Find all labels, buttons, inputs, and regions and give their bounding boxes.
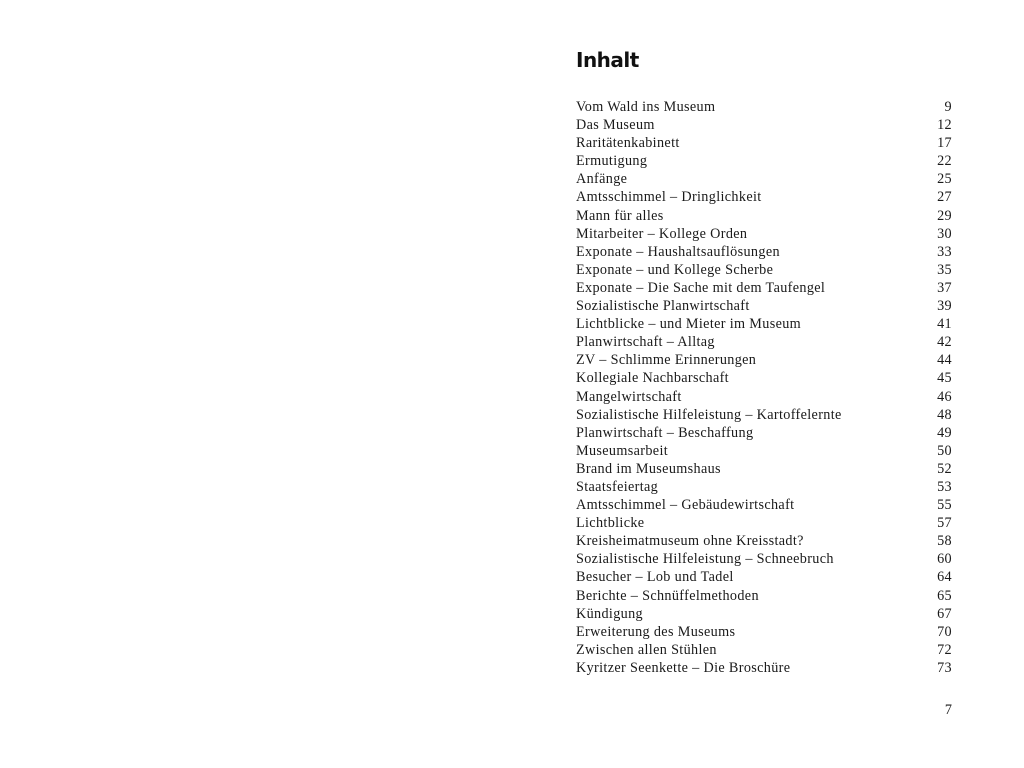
- toc-entry: [576, 152, 952, 170]
- toc-entry: [576, 641, 952, 659]
- toc-entry-title: Berichte – Schnüffelmethoden: [576, 587, 759, 604]
- toc-entry-page-number: 52: [937, 460, 952, 477]
- toc-entry: [576, 388, 952, 406]
- toc-entry-page-number: 22: [937, 153, 952, 170]
- toc-entry: [576, 406, 952, 424]
- toc-entry-title: Museumsarbeit: [576, 442, 669, 459]
- toc-entry-page-number: 48: [937, 406, 952, 423]
- toc-entry: [576, 550, 952, 568]
- toc-entry: [576, 514, 952, 532]
- toc-entry-title: Erweiterung des Museums: [576, 623, 736, 640]
- toc-entry-title: Brand im Museumshaus: [576, 460, 721, 477]
- toc-entry: [576, 460, 952, 478]
- toc-entry-page-number: 64: [937, 569, 952, 586]
- toc-entry: [576, 532, 952, 550]
- toc-entry-page-number: 70: [937, 623, 952, 640]
- toc-entry-page-number: 33: [937, 243, 952, 260]
- toc-entry: [576, 134, 952, 152]
- toc-entry-title: Kündigung: [576, 605, 643, 622]
- toc-entry-title: Amtsschimmel – Gebäudewirtschaft: [576, 497, 795, 514]
- toc-entry: [576, 315, 952, 333]
- toc-entry-page-number: 30: [937, 225, 952, 242]
- toc-entry: [576, 243, 952, 261]
- toc-entry-page-number: 12: [937, 117, 952, 134]
- toc-entry-title: Ermutigung: [576, 153, 648, 170]
- toc-entry-title: Kreisheimatmuseum ohne Kreisstadt?: [576, 533, 804, 550]
- toc-title: Inhalt: [576, 48, 639, 72]
- toc-entry: [576, 424, 952, 442]
- toc-entry-page-number: 53: [937, 478, 952, 495]
- toc-entry-title: Kollegiale Nachbarschaft: [576, 370, 729, 387]
- toc-entry: [576, 333, 952, 351]
- toc-entry: [576, 605, 952, 623]
- toc-entry: [576, 478, 952, 496]
- toc-entry-title: Lichtblicke: [576, 515, 645, 532]
- toc-entry-page-number: 60: [937, 551, 952, 568]
- toc-entry-title: Das Museum: [576, 117, 655, 134]
- toc-entry-page-number: 58: [937, 533, 952, 550]
- toc-entry: [576, 98, 952, 116]
- toc-entry: [576, 225, 952, 243]
- page-number: 7: [944, 702, 952, 718]
- toc-entry: [576, 351, 952, 369]
- toc-entry-page-number: 42: [937, 334, 952, 351]
- toc-entry-page-number: 57: [937, 515, 952, 532]
- toc-entry-page-number: 46: [937, 388, 952, 405]
- toc-entry: [576, 297, 952, 315]
- toc-entry-page-number: 39: [937, 298, 952, 315]
- toc-entry-page-number: 41: [937, 316, 952, 333]
- toc-entry-title: Mann für alles: [576, 207, 664, 224]
- toc-entry: [576, 170, 952, 188]
- toc-entry-title: Exponate – Die Sache mit dem Taufengel: [576, 279, 826, 296]
- toc-entry: [576, 116, 952, 134]
- toc-entry-title: Sozialistische Hilfeleistung – Schneebruch: [576, 551, 834, 568]
- toc-list: [576, 98, 952, 677]
- toc-entry-title: Planwirtschaft – Beschaffung: [576, 424, 754, 441]
- toc-entry-title: Vom Wald ins Museum: [576, 99, 716, 115]
- toc-entry: [576, 623, 952, 641]
- toc-entry-page-number: 9: [944, 99, 952, 115]
- toc-entry-title: Kyritzer Seenkette – Die Broschüre: [576, 659, 791, 676]
- toc-entry: [576, 496, 952, 514]
- toc-entry-title: Sozialistische Planwirtschaft: [576, 298, 750, 315]
- toc-entry-title: Lichtblicke – und Mieter im Museum: [576, 316, 802, 333]
- toc-entry-page-number: 67: [937, 605, 952, 622]
- toc-entry-title: Planwirtschaft – Alltag: [576, 334, 715, 351]
- toc-entry-title: Anfänge: [576, 171, 628, 188]
- toc-entry-title: Zwischen allen Stühlen: [576, 641, 717, 658]
- toc-entry-title: Staatsfeiertag: [576, 478, 659, 495]
- toc-entry-title: Mangelwirtschaft: [576, 388, 682, 405]
- toc-entry-page-number: 44: [937, 352, 952, 369]
- toc-entry-page-number: 35: [937, 261, 952, 278]
- toc-entry: [576, 369, 952, 387]
- toc-entry-page-number: 27: [937, 189, 952, 206]
- toc-entry-page-number: 25: [937, 171, 952, 188]
- toc-entry: [576, 587, 952, 605]
- toc-entry: [576, 207, 952, 225]
- toc-entry-page-number: 55: [937, 497, 952, 514]
- toc-entry-page-number: 50: [937, 442, 952, 459]
- toc-entry-title: Mitarbeiter – Kollege Orden: [576, 225, 748, 242]
- toc-entry: [576, 442, 952, 460]
- toc-entry: [576, 568, 952, 586]
- right-page: [512, 0, 1024, 768]
- toc-entry-page-number: 17: [937, 135, 952, 152]
- toc-entry-page-number: 29: [937, 207, 952, 224]
- toc-entry: [576, 659, 952, 677]
- toc-entry-page-number: 49: [937, 424, 952, 441]
- toc-entry-page-number: 37: [937, 279, 952, 296]
- toc-entry-page-number: 45: [937, 370, 952, 387]
- toc-entry-title: Exponate – und Kollege Scherbe: [576, 261, 774, 278]
- toc-entry-title: ZV – Schlimme Erinnerungen: [576, 352, 757, 369]
- toc-entry-page-number: 65: [937, 587, 952, 604]
- toc-entry-title: Sozialistische Hilfeleistung – Kartoffelernte: [576, 406, 842, 423]
- toc-entry-title: Amtsschimmel – Dringlichkeit: [576, 189, 762, 206]
- toc-entry-title: Besucher – Lob und Tadel: [576, 569, 734, 586]
- toc-entry: [576, 261, 952, 279]
- toc-entry-page-number: 73: [937, 659, 952, 676]
- toc-entry-title: Exponate – Haushaltsauflösungen: [576, 243, 780, 260]
- toc-entry-page-number: 72: [937, 641, 952, 658]
- toc-entry: [576, 279, 952, 297]
- toc-entry-title: Raritätenkabinett: [576, 135, 680, 152]
- toc-entry: [576, 188, 952, 206]
